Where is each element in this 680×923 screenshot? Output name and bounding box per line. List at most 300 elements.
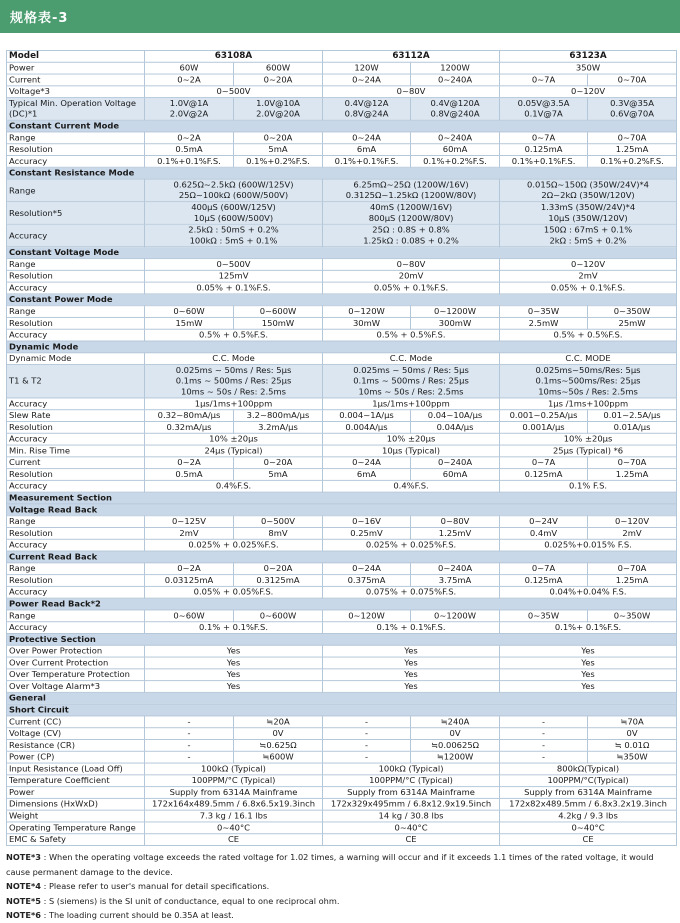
spec-value-63112a: 172x329x495mm / 6.8x12.9x19.5inch	[323, 798, 500, 810]
spec-value-63108a: 0~60W	[145, 306, 234, 318]
spec-value-63112a: 6mA	[323, 469, 411, 481]
table-row	[7, 763, 677, 775]
section-heading: Measurement Section	[7, 492, 677, 504]
spec-value-63123a: 0.001A/μs	[500, 421, 588, 433]
spec-value-63123a: Yes	[500, 657, 677, 669]
row-label: Accuracy	[7, 156, 145, 168]
table-row	[7, 457, 677, 469]
spec-value-63112a: 0~120W	[323, 306, 411, 318]
note-text: : The loading current should be 0.35A at least.	[40, 910, 234, 920]
spec-value-63108a: ≒20A	[234, 716, 323, 728]
note-text: : S (siemens) is the SI unit of conductance, equal to one reciprocal ohm.	[40, 895, 340, 906]
spec-value-63112a: 6.25mΩ~25Ω (1200W/16V) 0.3125Ω~1.25kΩ (1200W/80V)	[323, 179, 500, 202]
spec-value-63112a: 6mA	[323, 144, 411, 156]
table-row	[7, 516, 677, 528]
spec-value-63112a: 0~1200W	[411, 306, 500, 318]
spec-value-63112a: 1200W	[411, 62, 500, 74]
spec-value-63123a: 0~35W	[500, 306, 588, 318]
spec-value-63123a: 0~24V	[500, 516, 588, 528]
table-row	[7, 469, 677, 481]
table-row	[7, 740, 677, 752]
table-row	[7, 50, 677, 62]
row-label: Resolution*5	[7, 202, 145, 225]
spec-value-63112a: 0.025ms ~ 50ms / Res: 5μs 0.1ms ~ 500ms / Res: 25μs 10ms ~ 50s / Res: 2.5ms	[323, 365, 500, 398]
spec-value-63108a: 0~40°C	[145, 822, 323, 834]
section-row	[7, 492, 677, 504]
row-label: T1 & T2	[7, 365, 145, 398]
spec-value-63123a: 0~120V	[588, 516, 677, 528]
row-label: Dynamic Mode	[7, 353, 145, 365]
spec-value-63112a: 0.04~10A/μs	[411, 410, 500, 422]
spec-value-63108a: CE	[145, 834, 323, 846]
spec-value-63123a: 0~70A	[588, 132, 677, 144]
spec-value-63108a: 5mA	[234, 469, 323, 481]
spec-value-63108a: 0~500V	[145, 86, 323, 98]
spec-value-63123a: 100PPM/°C(Typical)	[500, 775, 677, 787]
table-row	[7, 144, 677, 156]
note-text: : When the operating voltage exceeds the rated voltage for 1.02 times, a warning will occur and if it exceeds 1.1 times of the rated voltage, it would cause permanent damage to the device.	[6, 852, 654, 877]
section-heading: Constant Voltage Mode	[7, 247, 677, 259]
spec-value-63123a: 0.001~0.25A/μs	[500, 410, 588, 422]
row-label: Accuracy	[7, 282, 145, 294]
table-row	[7, 645, 677, 657]
spec-value-63108a: 0.32mA/μs	[145, 421, 234, 433]
spec-value-63108a: 0.4%F.S.	[145, 480, 323, 492]
spec-value-63112a: 40mS (1200W/16V) 800μS (1200W/80V)	[323, 202, 500, 225]
spec-value-63123a: 800kΩ(Typical)	[500, 763, 677, 775]
row-label: Accuracy	[7, 622, 145, 634]
spec-value-63112a: 0.4V@12A 0.8V@24A	[323, 98, 411, 121]
section-row	[7, 634, 677, 646]
spec-value-63108a: 0.1%+0.2%F.S.	[234, 156, 323, 168]
spec-value-63108a: 0~20A	[234, 457, 323, 469]
spec-value-63108a: 24μs (Typical)	[145, 445, 323, 457]
table-row	[7, 586, 677, 598]
table-row	[7, 270, 677, 282]
spec-value-63123a: 0.3V@35A 0.6V@70A	[588, 98, 677, 121]
section-row	[7, 167, 677, 179]
spec-value-63123a: 0~7A	[500, 74, 588, 86]
spec-value-63108a: 172x164x489.5mm / 6.8x6.5x19.3inch	[145, 798, 323, 810]
table-row	[7, 822, 677, 834]
spec-value-63112a: 0.4%F.S.	[323, 480, 500, 492]
table-row	[7, 480, 677, 492]
spec-value-63123a: 0~35W	[500, 610, 588, 622]
row-label: Range	[7, 179, 145, 202]
spec-value-63108a: 2.5kΩ : 50mS + 0.2% 100kΩ : 5mS + 0.1%	[145, 224, 323, 247]
section-row	[7, 598, 677, 610]
spec-value-63108a: 100PPM/°C (Typical)	[145, 775, 323, 787]
spec-value-63123a: 0V	[588, 728, 677, 740]
spec-value-63112a: 0~80V	[411, 516, 500, 528]
spec-value-63123a: 25μs (Typical) *6	[500, 445, 677, 457]
spec-value-63108a: 0~2A	[145, 563, 234, 575]
spec-value-63112a: 63112A	[323, 50, 500, 62]
section-row	[7, 294, 677, 306]
spec-value-63108a: 5mA	[234, 144, 323, 156]
spec-value-63108a: Yes	[145, 657, 323, 669]
table-row	[7, 179, 677, 202]
spec-value-63123a: 4.2kg / 9.3 lbs	[500, 810, 677, 822]
row-label: Accuracy	[7, 329, 145, 341]
spec-value-63108a: 400μS (600W/125V) 10μS (600W/500V)	[145, 202, 323, 225]
row-label: Accuracy	[7, 398, 145, 410]
row-label: Resolution	[7, 317, 145, 329]
row-label: EMC & Safety	[7, 834, 145, 846]
section-header-bar	[0, 0, 680, 33]
spec-value-63112a: Yes	[323, 681, 500, 693]
section-heading: Constant Power Mode	[7, 294, 677, 306]
table-row	[7, 259, 677, 271]
spec-value-63108a: 0.025ms ~ 50ms / Res: 5μs 0.1ms ~ 500ms / Res: 25μs 10ms ~ 50s / Res: 2.5ms	[145, 365, 323, 398]
table-row	[7, 787, 677, 799]
spec-value-63108a: 0.32~80mA/μs	[145, 410, 234, 422]
spec-value-63112a: 0~24A	[323, 74, 411, 86]
spec-value-63123a: 0~120V	[500, 259, 677, 271]
spec-value-63112a: 0~240A	[411, 74, 500, 86]
table-row	[7, 433, 677, 445]
spec-value-63108a: 10% ±20μs	[145, 433, 323, 445]
spec-value-63108a: 600W	[234, 62, 323, 74]
spec-value-63112a: 0.004~1A/μs	[323, 410, 411, 422]
spec-value-63112a: 20mV	[323, 270, 500, 282]
spec-value-63108a: -	[145, 716, 234, 728]
spec-value-63112a: 0.04A/μs	[411, 421, 500, 433]
spec-value-63123a: 0.1%+0.1%F.S.	[500, 156, 588, 168]
spec-value-63112a: 300mW	[411, 317, 500, 329]
spec-value-63108a: -	[145, 728, 234, 740]
spec-value-63123a: 0~70A	[588, 457, 677, 469]
row-label: Range	[7, 306, 145, 318]
row-label: Power	[7, 62, 145, 74]
spec-value-63112a: -	[323, 740, 411, 752]
spec-value-63123a: 0~40°C	[500, 822, 677, 834]
spec-value-63108a: Yes	[145, 645, 323, 657]
spec-value-63108a: 0.625Ω~2.5kΩ (600W/125V) 25Ω~100kΩ (600W/500V)	[145, 179, 323, 202]
spec-value-63108a: 0.5mA	[145, 469, 234, 481]
spec-value-63112a: 0.375mA	[323, 575, 411, 587]
spec-value-63123a: Yes	[500, 669, 677, 681]
row-label: Voltage (CV)	[7, 728, 145, 740]
row-label: Resolution	[7, 421, 145, 433]
table-row	[7, 98, 677, 121]
spec-value-63108a: 150mW	[234, 317, 323, 329]
spec-value-63123a: Supply from 6314A Mainframe	[500, 787, 677, 799]
spec-table	[6, 50, 677, 846]
spec-value-63112a: 0~240A	[411, 563, 500, 575]
section-row	[7, 341, 677, 353]
spec-value-63123a: 350W	[500, 62, 677, 74]
spec-value-63123a: 2mV	[588, 527, 677, 539]
section-row	[7, 120, 677, 132]
spec-value-63123a: 0.5% + 0.5%F.S.	[500, 329, 677, 341]
row-label: Dimensions (HxWxD)	[7, 798, 145, 810]
row-label: Voltage*3	[7, 86, 145, 98]
spec-value-63108a: 0~2A	[145, 132, 234, 144]
spec-value-63123a: 0.025ms~50ms/Res: 5μs 0.1ms~500ms/Res: 25μs 10ms~50s / Res: 2.5ms	[500, 365, 677, 398]
spec-value-63112a: 0~24A	[323, 132, 411, 144]
spec-value-63108a: -	[145, 740, 234, 752]
spec-value-63123a: 25mW	[588, 317, 677, 329]
spec-value-63112a: -	[323, 728, 411, 740]
spec-value-63123a: Yes	[500, 681, 677, 693]
row-label: Typical Min. Operation Voltage (DC)*1	[7, 98, 145, 121]
spec-value-63123a: 0.4mV	[500, 527, 588, 539]
row-label: Power (CP)	[7, 751, 145, 763]
spec-value-63112a: 60mA	[411, 469, 500, 481]
spec-value-63108a: 0~20A	[234, 563, 323, 575]
spec-value-63108a: 0.5% + 0.5%F.S.	[145, 329, 323, 341]
note-tag: NOTE*4	[6, 881, 41, 891]
row-label: Current	[7, 457, 145, 469]
row-label: Power	[7, 787, 145, 799]
table-row	[7, 74, 677, 86]
table-row	[7, 282, 677, 294]
table-row	[7, 575, 677, 587]
spec-value-63112a: 0.004A/μs	[323, 421, 411, 433]
spec-value-63108a: 0.05% + 0.1%F.S.	[145, 282, 323, 294]
spec-value-63108a: 3.2~800mA/μs	[234, 410, 323, 422]
spec-value-63112a: 1μs/1ms+100ppm	[323, 398, 500, 410]
spec-value-63112a: C.C. Mode	[323, 353, 500, 365]
spec-value-63112a: ≒1200W	[411, 751, 500, 763]
spec-value-63112a: 14 kg / 30.8 lbs	[323, 810, 500, 822]
spec-value-63108a: 0~20A	[234, 132, 323, 144]
spec-value-63112a: 0.1%+0.2%F.S.	[411, 156, 500, 168]
spec-value-63123a: -	[500, 740, 588, 752]
table-row	[7, 62, 677, 74]
row-label: Weight	[7, 810, 145, 822]
spec-value-63112a: 0~240A	[411, 457, 500, 469]
spec-value-63108a: ≒0.625Ω	[234, 740, 323, 752]
spec-value-63112a: Yes	[323, 669, 500, 681]
spec-value-63123a: 150Ω : 67mS + 0.1% 2kΩ : 5mS + 0.2%	[500, 224, 677, 247]
spec-value-63123a: -	[500, 728, 588, 740]
spec-value-63112a: 0V	[411, 728, 500, 740]
spec-value-63108a: 2mV	[145, 527, 234, 539]
table-row	[7, 610, 677, 622]
table-row	[7, 798, 677, 810]
spec-value-63123a: 0~7A	[500, 457, 588, 469]
table-row	[7, 527, 677, 539]
table-row	[7, 306, 677, 318]
section-heading: General	[7, 692, 677, 704]
spec-value-63123a: 0.05% + 0.1%F.S.	[500, 282, 677, 294]
spec-value-63108a: 1μs/1ms+100ppm	[145, 398, 323, 410]
spec-value-63123a: 0~7A	[500, 132, 588, 144]
row-label: Current	[7, 74, 145, 86]
spec-value-63123a: 0~350W	[588, 610, 677, 622]
row-label: Resolution	[7, 144, 145, 156]
spec-value-63112a: -	[323, 751, 411, 763]
spec-value-63112a: 0.1%+0.1%F.S.	[323, 156, 411, 168]
table-row	[7, 317, 677, 329]
spec-value-63123a: 1μs /1ms+100ppm	[500, 398, 677, 410]
spec-value-63112a: Yes	[323, 645, 500, 657]
table-row	[7, 563, 677, 575]
spec-value-63108a: 0.025% + 0.025%F.S.	[145, 539, 323, 551]
row-label: Slew Rate	[7, 410, 145, 422]
row-label: Current (CC)	[7, 716, 145, 728]
spec-value-63123a: 0.1% F.S.	[500, 480, 677, 492]
section-row	[7, 704, 677, 716]
section-row	[7, 504, 677, 516]
spec-value-63123a: 0~120V	[500, 86, 677, 98]
spec-value-63108a: 0V	[234, 728, 323, 740]
spec-value-63123a: ≒350W	[588, 751, 677, 763]
note-tag: NOTE*6	[6, 910, 41, 920]
table-row	[7, 421, 677, 433]
spec-value-63108a: 0.1% + 0.1%F.S.	[145, 622, 323, 634]
spec-value-63108a: 0~2A	[145, 74, 234, 86]
spec-value-63123a: 0~7A	[500, 563, 588, 575]
spec-value-63123a: 0.025%+0.015% F.S.	[500, 539, 677, 551]
spec-value-63108a: 0.05% + 0.05%F.S.	[145, 586, 323, 598]
table-row	[7, 539, 677, 551]
section-row	[7, 692, 677, 704]
spec-value-63108a: Supply from 6314A Mainframe	[145, 787, 323, 799]
spec-value-63123a: 10% ±20μs	[500, 433, 677, 445]
spec-value-63123a: 0~70A	[588, 74, 677, 86]
spec-value-63112a: Yes	[323, 657, 500, 669]
spec-value-63123a: -	[500, 716, 588, 728]
section-heading: Constant Resistance Mode	[7, 167, 677, 179]
spec-value-63123a: 0.015Ω~150Ω (350W/24V)*4 2Ω~2kΩ (350W/120V)	[500, 179, 677, 202]
row-label: Resolution	[7, 469, 145, 481]
spec-value-63108a: 0~60W	[145, 610, 234, 622]
spec-value-63112a: 3.75mA	[411, 575, 500, 587]
spec-value-63112a: 0~24A	[323, 563, 411, 575]
spec-value-63123a: 0~70A	[588, 563, 677, 575]
table-row	[7, 834, 677, 846]
spec-value-63112a: ≒240A	[411, 716, 500, 728]
table-row	[7, 410, 677, 422]
spec-value-63108a: 0~2A	[145, 457, 234, 469]
spec-value-63108a: 0~600W	[234, 306, 323, 318]
spec-value-63112a: 0~24A	[323, 457, 411, 469]
table-row	[7, 681, 677, 693]
spec-value-63123a: ≒70A	[588, 716, 677, 728]
spec-value-63112a: -	[323, 716, 411, 728]
spec-value-63108a: 0~500V	[145, 259, 323, 271]
spec-value-63108a: 60W	[145, 62, 234, 74]
table-row	[7, 622, 677, 634]
spec-value-63108a: 0.1%+0.1%F.S.	[145, 156, 234, 168]
spec-value-63112a: CE	[323, 834, 500, 846]
note-item	[6, 908, 674, 923]
spec-value-63123a: 2.5mW	[500, 317, 588, 329]
spec-value-63112a: 0.25mV	[323, 527, 411, 539]
spec-value-63108a: 15mW	[145, 317, 234, 329]
row-label: Input Resistance (Load Off)	[7, 763, 145, 775]
table-row	[7, 329, 677, 341]
spec-value-63123a: 0.01~2.5A/μs	[588, 410, 677, 422]
spec-value-63123a: 1.33mS (350W/24V)*4 10μS (350W/120V)	[500, 202, 677, 225]
spec-value-63123a: 0~350W	[588, 306, 677, 318]
row-label: Min. Rise Time	[7, 445, 145, 457]
spec-value-63123a: 0.125mA	[500, 469, 588, 481]
row-label: Accuracy	[7, 224, 145, 247]
table-row	[7, 716, 677, 728]
spec-value-63108a: 1.0V@1A 2.0V@2A	[145, 98, 234, 121]
spec-value-63112a: 0~120W	[323, 610, 411, 622]
spec-value-63123a: 0.04%+0.04% F.S.	[500, 586, 677, 598]
spec-value-63123a: 0.01A/μs	[588, 421, 677, 433]
spec-value-63108a: 7.3 kg / 16.1 lbs	[145, 810, 323, 822]
spec-value-63123a: 63123A	[500, 50, 677, 62]
spec-value-63123a: 0.05V@3.5A 0.1V@7A	[500, 98, 588, 121]
row-label: Resistance (CR)	[7, 740, 145, 752]
page-title: 规格表-3	[10, 11, 69, 26]
table-row	[7, 669, 677, 681]
section-heading: Power Read Back*2	[7, 598, 677, 610]
spec-value-63123a: 1.25mA	[588, 469, 677, 481]
section-row	[7, 247, 677, 259]
table-row	[7, 365, 677, 398]
spec-value-63112a: Supply from 6314A Mainframe	[323, 787, 500, 799]
section-heading: Protective Section	[7, 634, 677, 646]
spec-value-63112a: 0~240A	[411, 132, 500, 144]
spec-value-63108a: 8mV	[234, 527, 323, 539]
spec-value-63112a: 0~1200W	[411, 610, 500, 622]
table-row	[7, 728, 677, 740]
table-row	[7, 202, 677, 225]
section-row	[7, 551, 677, 563]
spec-value-63123a: -	[500, 751, 588, 763]
spec-value-63108a: 0.3125mA	[234, 575, 323, 587]
table-row	[7, 751, 677, 763]
row-label: Over Temperature Protection	[7, 669, 145, 681]
row-label: Range	[7, 610, 145, 622]
spec-value-63123a: 0.125mA	[500, 144, 588, 156]
table-row	[7, 353, 677, 365]
spec-value-63123a: Yes	[500, 645, 677, 657]
row-label: Model	[7, 50, 145, 62]
spec-value-63112a: 100PPM/°C (Typical)	[323, 775, 500, 787]
spec-value-63112a: 10μs (Typical)	[323, 445, 500, 457]
note-tag: NOTE*3	[6, 852, 41, 862]
table-row	[7, 132, 677, 144]
spec-value-63112a: 0~16V	[323, 516, 411, 528]
spec-value-63108a: 0.03125mA	[145, 575, 234, 587]
table-row	[7, 810, 677, 822]
row-label: Accuracy	[7, 433, 145, 445]
row-label: Accuracy	[7, 480, 145, 492]
section-heading: Short Circuit	[7, 704, 677, 716]
spec-value-63123a: 172x82x489.5mm / 6.8x3.2x19.3inch	[500, 798, 677, 810]
spec-value-63112a: 0.05% + 0.1%F.S.	[323, 282, 500, 294]
spec-value-63123a: 1.25mA	[588, 144, 677, 156]
spec-value-63112a: 0.075% + 0.075%F.S.	[323, 586, 500, 598]
spec-value-63112a: 25Ω : 0.8S + 0.8% 1.25kΩ : 0.08S + 0.2%	[323, 224, 500, 247]
spec-value-63108a: ≒600W	[234, 751, 323, 763]
note-tag: NOTE*5	[6, 895, 41, 906]
spec-value-63112a: 0~80V	[323, 86, 500, 98]
spec-value-63108a: 0~600W	[234, 610, 323, 622]
spec-value-63108a: C.C. Mode	[145, 353, 323, 365]
spec-value-63112a: 0.1% + 0.1%F.S.	[323, 622, 500, 634]
spec-value-63108a: -	[145, 751, 234, 763]
note-item	[6, 894, 674, 909]
spec-value-63112a: 0.5% + 0.5%F.S.	[323, 329, 500, 341]
spec-value-63108a: 100kΩ (Typical)	[145, 763, 323, 775]
row-label: Accuracy	[7, 539, 145, 551]
table-row	[7, 86, 677, 98]
table-row	[7, 156, 677, 168]
footnotes	[6, 850, 674, 923]
spec-value-63123a: 0.1%+0.2%F.S.	[588, 156, 677, 168]
row-label: Over Voltage Alarm*3	[7, 681, 145, 693]
